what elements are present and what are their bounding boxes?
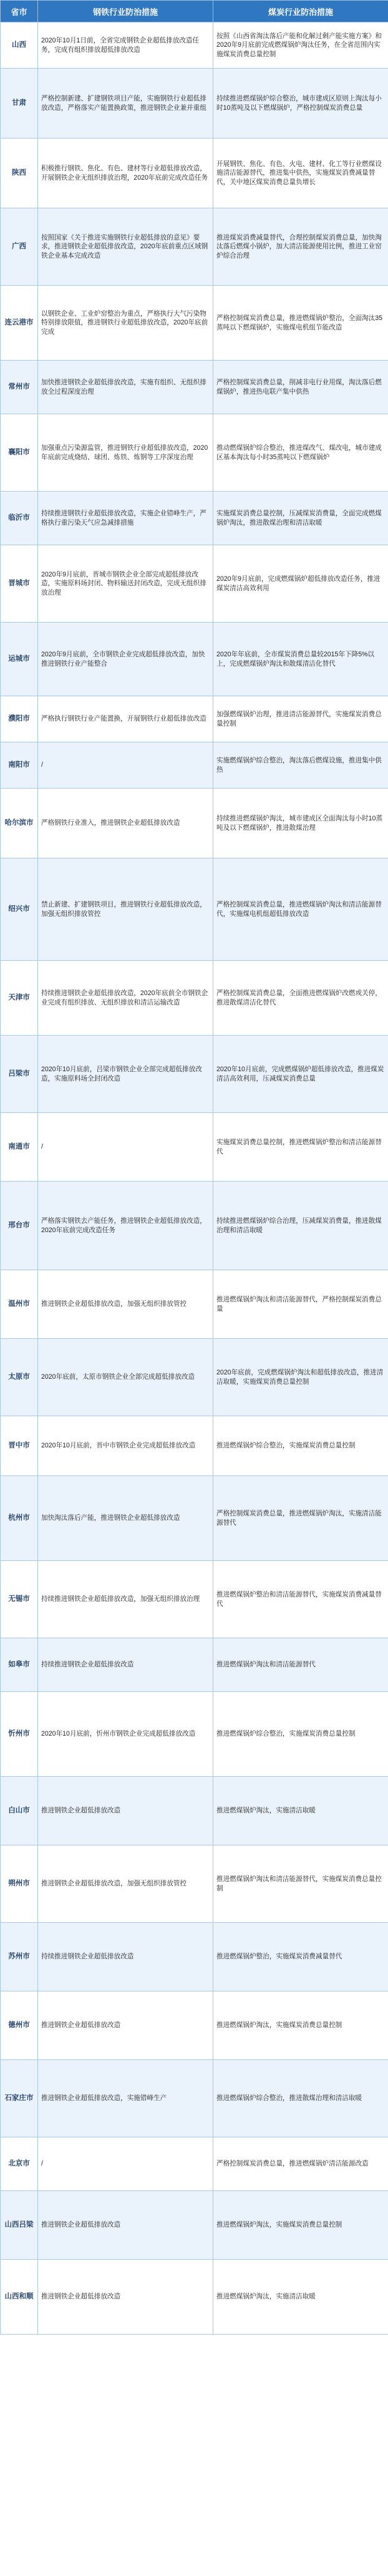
row-province: 德州市 (1, 1991, 38, 2060)
row-coal-measure: 严格控制煤炭消费总量，全面推进燃煤锅炉改燃或关停，推进散煤清洁化替代 (213, 961, 388, 1036)
row-province: 杭州市 (1, 1476, 38, 1561)
row-coal-measure: 推进燃煤锅炉淘汰，实施清洁取暖 (213, 2260, 388, 2335)
row-coal-measure: 推进燃煤锅炉整治，实施煤炭消费减量替代 (213, 1923, 388, 1991)
row-steel-measure: 2020年底前，太原市钢铁企业全部完成超低排放改造 (38, 1339, 213, 1416)
row-steel-measure: 2020年10月底前，忻州市钢铁企业完成超低排放改造 (38, 1692, 213, 1777)
table-row (1, 1561, 388, 1638)
row-coal-measure: 推进燃煤锅炉综合整治，实施煤炭消费总量控制 (213, 1692, 388, 1777)
table-header-row (1, 1, 388, 22)
row-province: 北京市 (1, 2137, 38, 2191)
row-coal-measure: 严格控制煤炭消费总量，推进燃煤锅炉清洁能源改造 (213, 2137, 388, 2191)
table-body (1, 22, 388, 2335)
row-province: 濮阳市 (1, 696, 38, 742)
row-steel-measure: 推进钢铁企业超低排放改造 (38, 2191, 213, 2260)
row-province: 太原市 (1, 1339, 38, 1416)
row-province: 山西和顺 (1, 2260, 38, 2335)
table-row (1, 492, 388, 545)
row-steel-measure: 严格执行钢铁行业产能置换，开展钢铁行业超低排放改造 (38, 696, 213, 742)
row-steel-measure: 按照国家《关于推进实施钢铁行业超低排放的意见》要求，推进钢铁企业超低排放改造，2020年底前重点区域钢铁企业基本完成改造 (38, 208, 213, 286)
row-coal-measure: 持续推进燃煤锅炉淘汰，城市建成区全面淘汰每小时10蒸吨及以下燃煤锅炉，推进散煤治理 (213, 789, 388, 858)
row-steel-measure: 持续推进钢铁企业超低排放改造，2020年底前全市钢铁企业完成有组织排放、无组织排放和清洁运输改造 (38, 961, 213, 1036)
row-steel-measure: 严格落实钢铁去产能任务，推进钢铁企业超低排放改造，2020年底前完成改造任务 (38, 1182, 213, 1270)
row-province: 广西 (1, 208, 38, 286)
row-coal-measure: 按照《山西省淘汰落后产能和化解过剩产能实施方案》和2020年9月底前完成燃煤锅炉淘汰任务，在全省范围内实施煤炭消费总量控制 (213, 22, 388, 69)
table-row (1, 2060, 388, 2137)
row-steel-measure: 推进钢铁企业超低排放改造，加强无组织排放管控 (38, 1845, 213, 1923)
row-province: 白山市 (1, 1777, 38, 1845)
row-steel-measure: 加强重点污染源监管，推进钢铁行业超低排放改造，2020年底前完成烧结、球团、炼铁、炼钢等工序深度治理 (38, 414, 213, 492)
table-row (1, 139, 388, 208)
row-steel-measure: 推进钢铁企业超低排放改造 (38, 2260, 213, 2335)
table-row (1, 22, 388, 69)
row-province: 绍兴市 (1, 858, 38, 961)
row-coal-measure: 2020年底前，完成燃煤锅炉淘汰和超低排放改造，推进清洁取暖，实施煤炭消费总量控制 (213, 1339, 388, 1416)
table-row (1, 414, 388, 492)
row-steel-measure: 加快淘汰落后产能，推进钢铁企业超低排放改造 (38, 1476, 213, 1561)
row-steel-measure: 持续推进钢铁企业超低排放改造 (38, 1923, 213, 1991)
row-steel-measure: 持续推进钢铁企业超低排放改造，加强无组织排放治理 (38, 1561, 213, 1638)
row-province: 哈尔滨市 (1, 789, 38, 858)
row-steel-measure: 持续推进钢铁企业超低排放改造 (38, 1638, 213, 1692)
row-steel-measure: 推进钢铁企业超低排放改造 (38, 1777, 213, 1845)
table-row (1, 1036, 388, 1113)
table-row (1, 2191, 388, 2260)
row-coal-measure: 推进燃煤锅炉淘汰，实施煤炭消费总量控制 (213, 1991, 388, 2060)
row-coal-measure: 推进煤炭消费减量替代，合理控制煤炭消费总量，加快淘汰落后燃煤小锅炉，加大清洁能源使用比例，推进工业窑炉综合治理 (213, 208, 388, 286)
row-steel-measure: / (38, 2137, 213, 2191)
row-steel-measure: 推进钢铁企业超低排放改造，实施错峰生产 (38, 2060, 213, 2137)
row-coal-measure: 2020年10月底前，完成燃煤锅炉超低排放改造，推进煤炭清洁高效利用，压减煤炭消费总量 (213, 1036, 388, 1113)
table-row (1, 545, 388, 623)
table-row (1, 361, 388, 414)
row-steel-measure: / (38, 1113, 213, 1182)
row-coal-measure: 实施燃煤锅炉综合整治，淘汰落后燃煤设施，推进集中供热 (213, 742, 388, 789)
row-steel-measure: 禁止新建、扩建钢铁项目，推进钢铁行业超低排放改造，加强无组织排放管控 (38, 858, 213, 961)
table-row (1, 2260, 388, 2335)
table-row (1, 208, 388, 286)
row-steel-measure: 2020年10月1日前，全省完成钢铁企业超低排放改造任务，完成有组织排放超低排放改造 (38, 22, 213, 69)
row-coal-measure: 推进燃煤锅炉淘汰，实施清洁取暖 (213, 1777, 388, 1845)
row-coal-measure: 严格控制煤炭消费总量，推进燃煤锅炉整治，全面淘汰35蒸吨以下燃煤锅炉，实施煤电机组节能改造 (213, 286, 388, 361)
row-province: 晋中市 (1, 1416, 38, 1476)
row-coal-measure: 2020年9月底前，完成燃煤锅炉超低排放改造任务，推进煤炭清洁高效利用 (213, 545, 388, 623)
row-coal-measure: 严格控制煤炭消费总量，推进燃煤锅炉淘汰和清洁能源替代，实施煤电机组超低排放改造 (213, 858, 388, 961)
row-steel-measure: 严格钢铁行业准入，推进钢铁企业超低排放改造 (38, 789, 213, 858)
table-row (1, 286, 388, 361)
row-province: 常州市 (1, 361, 38, 414)
row-coal-measure: 推进燃煤锅炉淘汰和清洁能源替代 (213, 1638, 388, 1692)
table-row (1, 961, 388, 1036)
row-province: 山西吕梁 (1, 2191, 38, 2260)
table-row (1, 1270, 388, 1339)
row-province: 温州市 (1, 1270, 38, 1339)
row-province: 忻州市 (1, 1692, 38, 1777)
row-province: 运城市 (1, 623, 38, 696)
row-province: 邢台市 (1, 1182, 38, 1270)
table-row (1, 1991, 388, 2060)
table-row (1, 696, 388, 742)
row-coal-measure: 严格控制煤炭消费总量，推进燃煤锅炉淘汰，实施清洁能源替代 (213, 1476, 388, 1561)
table-row (1, 742, 388, 789)
table-row (1, 1113, 388, 1182)
row-steel-measure: 2020年9月底前，晋城市钢铁企业全部完成超低排放改造，实施原料场封闭、物料输送封闭改造，完成无组织排放治理 (38, 545, 213, 623)
row-steel-measure: 严格控制新建、扩建钢铁项目产能，实施钢铁行业超低排放改造，严格落实产能置换政策，推进钢铁企业兼并重组 (38, 69, 213, 139)
table-row (1, 1182, 388, 1270)
header-coal: 煤炭行业防治措施 (213, 1, 388, 22)
row-coal-measure: 推动燃煤锅炉综合整治，推进煤改气、煤改电，城市建成区基本淘汰每小时35蒸吨以下燃煤锅炉 (213, 414, 388, 492)
row-steel-measure: 积极推行钢铁、焦化、有色、建材等行业超低排放改造，开展钢铁企业无组织排放治理，2020年底前完成改造任务 (38, 139, 213, 208)
row-province: 临沂市 (1, 492, 38, 545)
row-steel-measure: 2020年10月底前，吕梁市钢铁企业全部完成超低排放改造，实施原料场全封闭改造 (38, 1036, 213, 1113)
table-row (1, 1923, 388, 1991)
row-coal-measure: 开展钢铁、焦化、有色、火电、建材、化工等行业燃煤设施清洁能源替代，推进集中供热，实施煤炭消费减量替代，关中地区煤炭消费总量负增长 (213, 139, 388, 208)
table-row (1, 858, 388, 961)
row-province: 苏州市 (1, 1923, 38, 1991)
table-row (1, 1416, 388, 1476)
row-steel-measure: / (38, 742, 213, 789)
table-row (1, 789, 388, 858)
row-province: 朔州市 (1, 1845, 38, 1923)
row-coal-measure: 推进燃煤锅炉综合整治，推进散煤治理和清洁取暖 (213, 2060, 388, 2137)
row-coal-measure: 加强燃煤锅炉治理，推进清洁能源替代，实施煤炭消费总量控制 (213, 696, 388, 742)
row-coal-measure: 实施煤炭消费总量控制，推进燃煤锅炉整治和清洁能源替代 (213, 1113, 388, 1182)
row-steel-measure: 2020年10月底前，晋中市钢铁企业完成超低排放改造 (38, 1416, 213, 1476)
table-row (1, 1845, 388, 1923)
row-coal-measure: 2020年年底前，全市煤炭消费总量较2015年下降5%以上，完成燃煤锅炉淘汰和散煤清洁化替代 (213, 623, 388, 696)
row-province: 晋城市 (1, 545, 38, 623)
header-province: 省市 (1, 1, 38, 22)
table-row (1, 1476, 388, 1561)
row-steel-measure: 2020年9月底前，全市钢铁企业完成超低排放改造，加快推进钢铁行业产能整合 (38, 623, 213, 696)
row-steel-measure: 推进钢铁企业超低排放改造，加强无组织排放管控 (38, 1270, 213, 1339)
row-coal-measure: 推进燃煤锅炉整治和清洁能源替代，实施煤炭消费减量替代 (213, 1561, 388, 1638)
table-row (1, 1339, 388, 1416)
row-province: 陕西 (1, 139, 38, 208)
row-province: 石家庄市 (1, 2060, 38, 2137)
row-steel-measure: 持续推进钢铁行业超低排放改造，实施企业错峰生产，严格执行重污染天气应急减排措施 (38, 492, 213, 545)
row-province: 南通市 (1, 1113, 38, 1182)
row-province: 吕梁市 (1, 1036, 38, 1113)
row-province: 山西 (1, 22, 38, 69)
row-province: 连云港市 (1, 286, 38, 361)
row-coal-measure: 严格控制煤炭消费总量，削减非电行业用煤，淘汰落后燃煤锅炉，推进热电联产集中供热 (213, 361, 388, 414)
table-row (1, 623, 388, 696)
table-row (1, 1638, 388, 1692)
row-coal-measure: 推进燃煤锅炉淘汰，实施煤炭消费总量控制 (213, 2191, 388, 2260)
row-coal-measure: 持续推进燃煤锅炉综合治理，压减煤炭消费量，推进散煤治理和清洁取暖 (213, 1182, 388, 1270)
row-coal-measure: 推进燃煤锅炉淘汰和清洁能源替代，实施煤炭消费总量控制 (213, 1845, 388, 1923)
table-row (1, 1692, 388, 1777)
row-steel-measure: 推进钢铁企业超低排放改造 (38, 1991, 213, 2060)
table-row (1, 2137, 388, 2191)
row-province: 如皋市 (1, 1638, 38, 1692)
row-province: 襄阳市 (1, 414, 38, 492)
row-province: 无锡市 (1, 1561, 38, 1638)
row-steel-measure: 加快推进钢铁企业超低排放改造，实施有组织、无组织排放全过程深度治理 (38, 361, 213, 414)
row-coal-measure: 实施煤炭消费总量控制，压减煤炭消费量，全面完成燃煤锅炉淘汰，推进散煤治理和清洁取暖 (213, 492, 388, 545)
row-coal-measure: 推进燃煤锅炉综合整治，实施煤炭消费总量控制 (213, 1416, 388, 1476)
table-row (1, 1777, 388, 1845)
row-province: 天津市 (1, 961, 38, 1036)
row-coal-measure: 持续推进燃煤锅炉综合整治，城市建成区原则上淘汰每小时10蒸吨及以下燃煤锅炉，严格控制煤炭消费总量 (213, 69, 388, 139)
row-coal-measure: 推进燃煤锅炉淘汰和清洁能源替代，严格控制煤炭消费总量 (213, 1270, 388, 1339)
row-province: 南阳市 (1, 742, 38, 789)
table-row (1, 69, 388, 139)
row-steel-measure: 以钢铁企业、工业炉窑整治为重点，严格执行大气污染物特别排放限值，推进钢铁行业超低排放改造，2020年底前完成 (38, 286, 213, 361)
row-province: 甘肃 (1, 69, 38, 139)
header-steel: 钢铁行业防治措施 (38, 1, 213, 22)
